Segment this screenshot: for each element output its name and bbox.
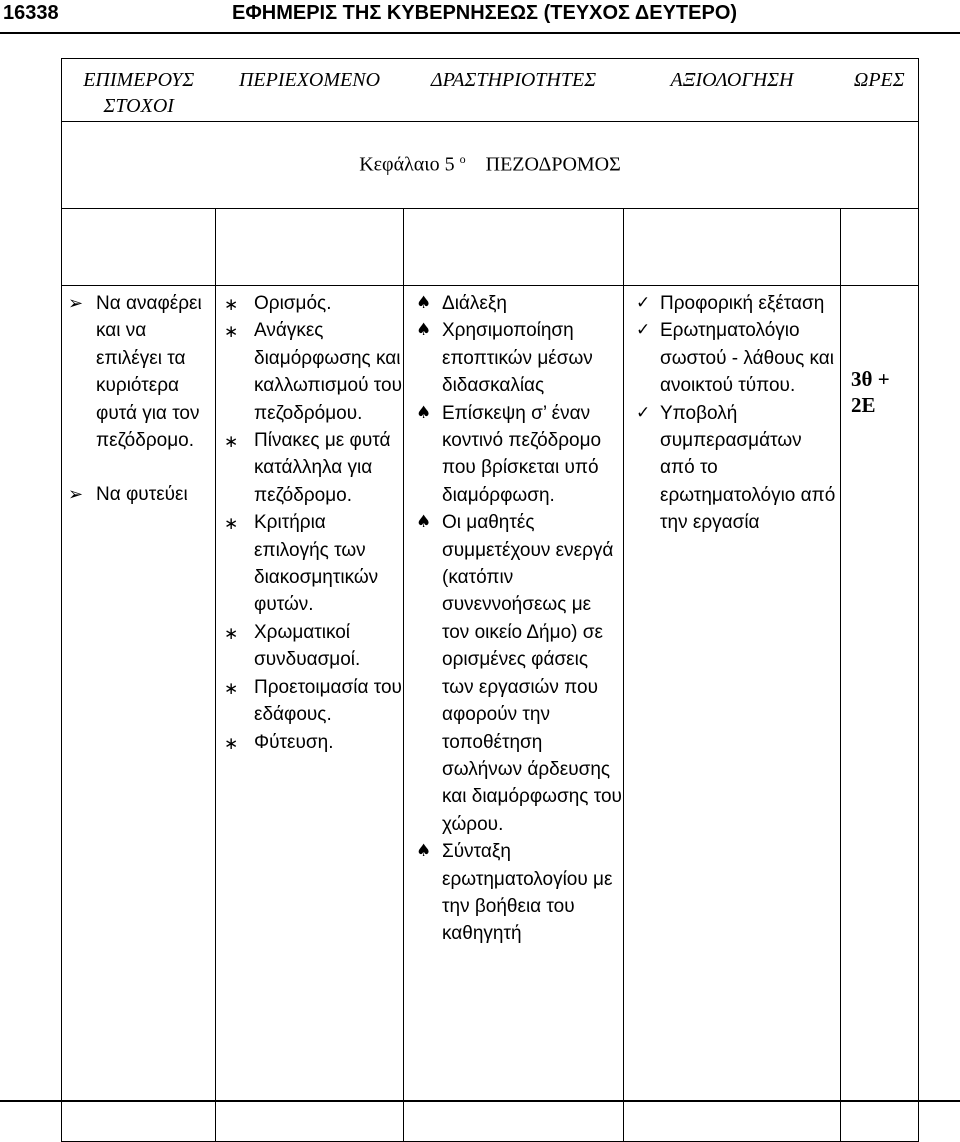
chapter-prefix: Κεφάλαιο 5: [359, 153, 455, 176]
spacer-cell-2: [216, 209, 404, 286]
bottom-rule: [0, 1100, 960, 1102]
checkmark-icon: ✓: [636, 402, 651, 423]
header-content: ΠΕΡΙΕΧΟΜΕΝΟ: [216, 59, 404, 122]
list-item: ∗ Ορισμός.: [224, 290, 403, 317]
content-list: [224, 290, 403, 756]
asterisk-icon: ∗: [224, 514, 239, 535]
activities-cell: [404, 286, 624, 1142]
list-item: ♠ Χρησιμοποίηση εποπτικών μέσων διδασκαλίας: [416, 317, 623, 399]
spacer-cell-1: [62, 209, 216, 286]
chapter-cell: [62, 122, 919, 209]
header-assessment: ΑΞΙΟΛΟΓΗΣΗ: [624, 59, 841, 122]
objectives-list: [68, 290, 215, 509]
chapter-ordinal: ο: [459, 152, 466, 166]
spacer-row: [62, 209, 919, 286]
asterisk-icon: ∗: [224, 623, 239, 644]
header-hours: ΩΡΕΣ: [841, 59, 919, 122]
spade-icon: ♠: [416, 320, 432, 341]
arrow-bullet-icon: ➢: [68, 484, 84, 505]
chapter-heading: [62, 122, 918, 177]
list-item: ✓ Υποβολή συμπερασμάτων από το ερωτηματολόγιο από την εργασία: [636, 400, 840, 537]
list-item: ♠ Σύνταξη ερωτηματολογίου με την βοήθεια του καθηγητή: [416, 838, 623, 948]
checkmark-icon: ✓: [636, 320, 651, 341]
arrow-bullet-icon: ➢: [68, 293, 84, 313]
list-item: ♠ Επίσκεψη σ’ έναν κοντινό πεζόδρομο που βρίσκεται υπό διαμόρφωση.: [416, 400, 623, 510]
list-item: ✓ Ερωτηματολόγιο σωστού - λάθους και ανοικτού τύπου.: [636, 317, 840, 399]
list-item: ∗ Κριτήρια επιλογής των διακοσμητικών φυτών.: [224, 512, 379, 616]
chapter-title: ΠΕΖΟΔΡΟΜΟΣ: [485, 153, 621, 176]
spacer-cell-5: [841, 209, 919, 286]
list-item: ♠ Διάλεξη: [416, 290, 623, 317]
page-header: [0, 0, 960, 32]
asterisk-icon: ∗: [224, 678, 239, 699]
objectives-cell: [62, 286, 216, 1142]
hours-cell: [841, 286, 919, 1142]
list-item: ♠ Οι μαθητές συμμετέχουν ενεργά (κατόπιν συνεννοήσεως με τον οικείο Δήμο) σε ορισμένες φάσεις των εργασιών που αφορούν την τοποθέτηση σωλήνων άρδευσης και διαμόρφωσης του χώρου.: [416, 509, 623, 838]
activities-list: [416, 290, 623, 948]
list-item: ∗ Χρωματικοί συνδυασμοί.: [224, 621, 361, 671]
spade-icon: ♠: [416, 293, 432, 313]
list-item: ➢ Να αναφέρει και να επιλέγει τα κυριότερα φυτά για τον πεζόδρομο.: [68, 290, 215, 454]
spacer-cell-3: [404, 209, 624, 286]
chapter-row: [62, 122, 919, 209]
list-item: ∗ Προετοιμασία του εδάφους.: [224, 676, 402, 726]
asterisk-icon: ∗: [224, 295, 239, 315]
header-rule: [0, 32, 960, 34]
content-cell: [216, 286, 404, 1142]
checkmark-icon: ✓: [636, 293, 651, 313]
header-objectives: ΕΠΙΜΕΡΟΥΣ ΣΤΟΧΟΙ: [62, 59, 216, 122]
curriculum-table: [61, 58, 919, 1142]
spade-icon: ♠: [416, 402, 432, 423]
list-item: ∗ Φύτευση.: [224, 729, 403, 756]
list-item: ∗ Πίνακες με φυτά κατάλληλα για πεζόδρομο.: [224, 430, 391, 506]
list-item: ∗ Ανάγκες διαμόρφωσης και καλλωπισμού του πεζοδρόμου.: [224, 320, 402, 424]
header-activities: ΔΡΑΣΤΗΡΙΟΤΗΤΕΣ: [404, 59, 624, 122]
asterisk-icon: ∗: [224, 733, 239, 754]
spacer-cell-4: [624, 209, 841, 286]
assessment-list: [636, 290, 840, 537]
spade-icon: ♠: [416, 841, 432, 862]
list-item: ✓ Προφορική εξέταση: [636, 290, 840, 317]
hours-value: 3θ + 2Ε: [851, 367, 890, 417]
running-title: ΕΦΗΜΕΡΙΣ ΤΗΣ ΚΥΒΕΡΝΗΣΕΩΣ (ΤΕΥΧΟΣ ΔΕΥΤΕΡΟ): [232, 2, 738, 24]
spade-icon: ♠: [416, 512, 432, 533]
page-number: 16338: [3, 2, 59, 24]
table-header-row: [62, 59, 919, 122]
content-row: [62, 286, 919, 1142]
asterisk-icon: ∗: [224, 322, 239, 343]
asterisk-icon: ∗: [224, 432, 239, 453]
list-item: ➢ Να φυτεύει: [68, 481, 215, 508]
assessment-cell: [624, 286, 841, 1142]
